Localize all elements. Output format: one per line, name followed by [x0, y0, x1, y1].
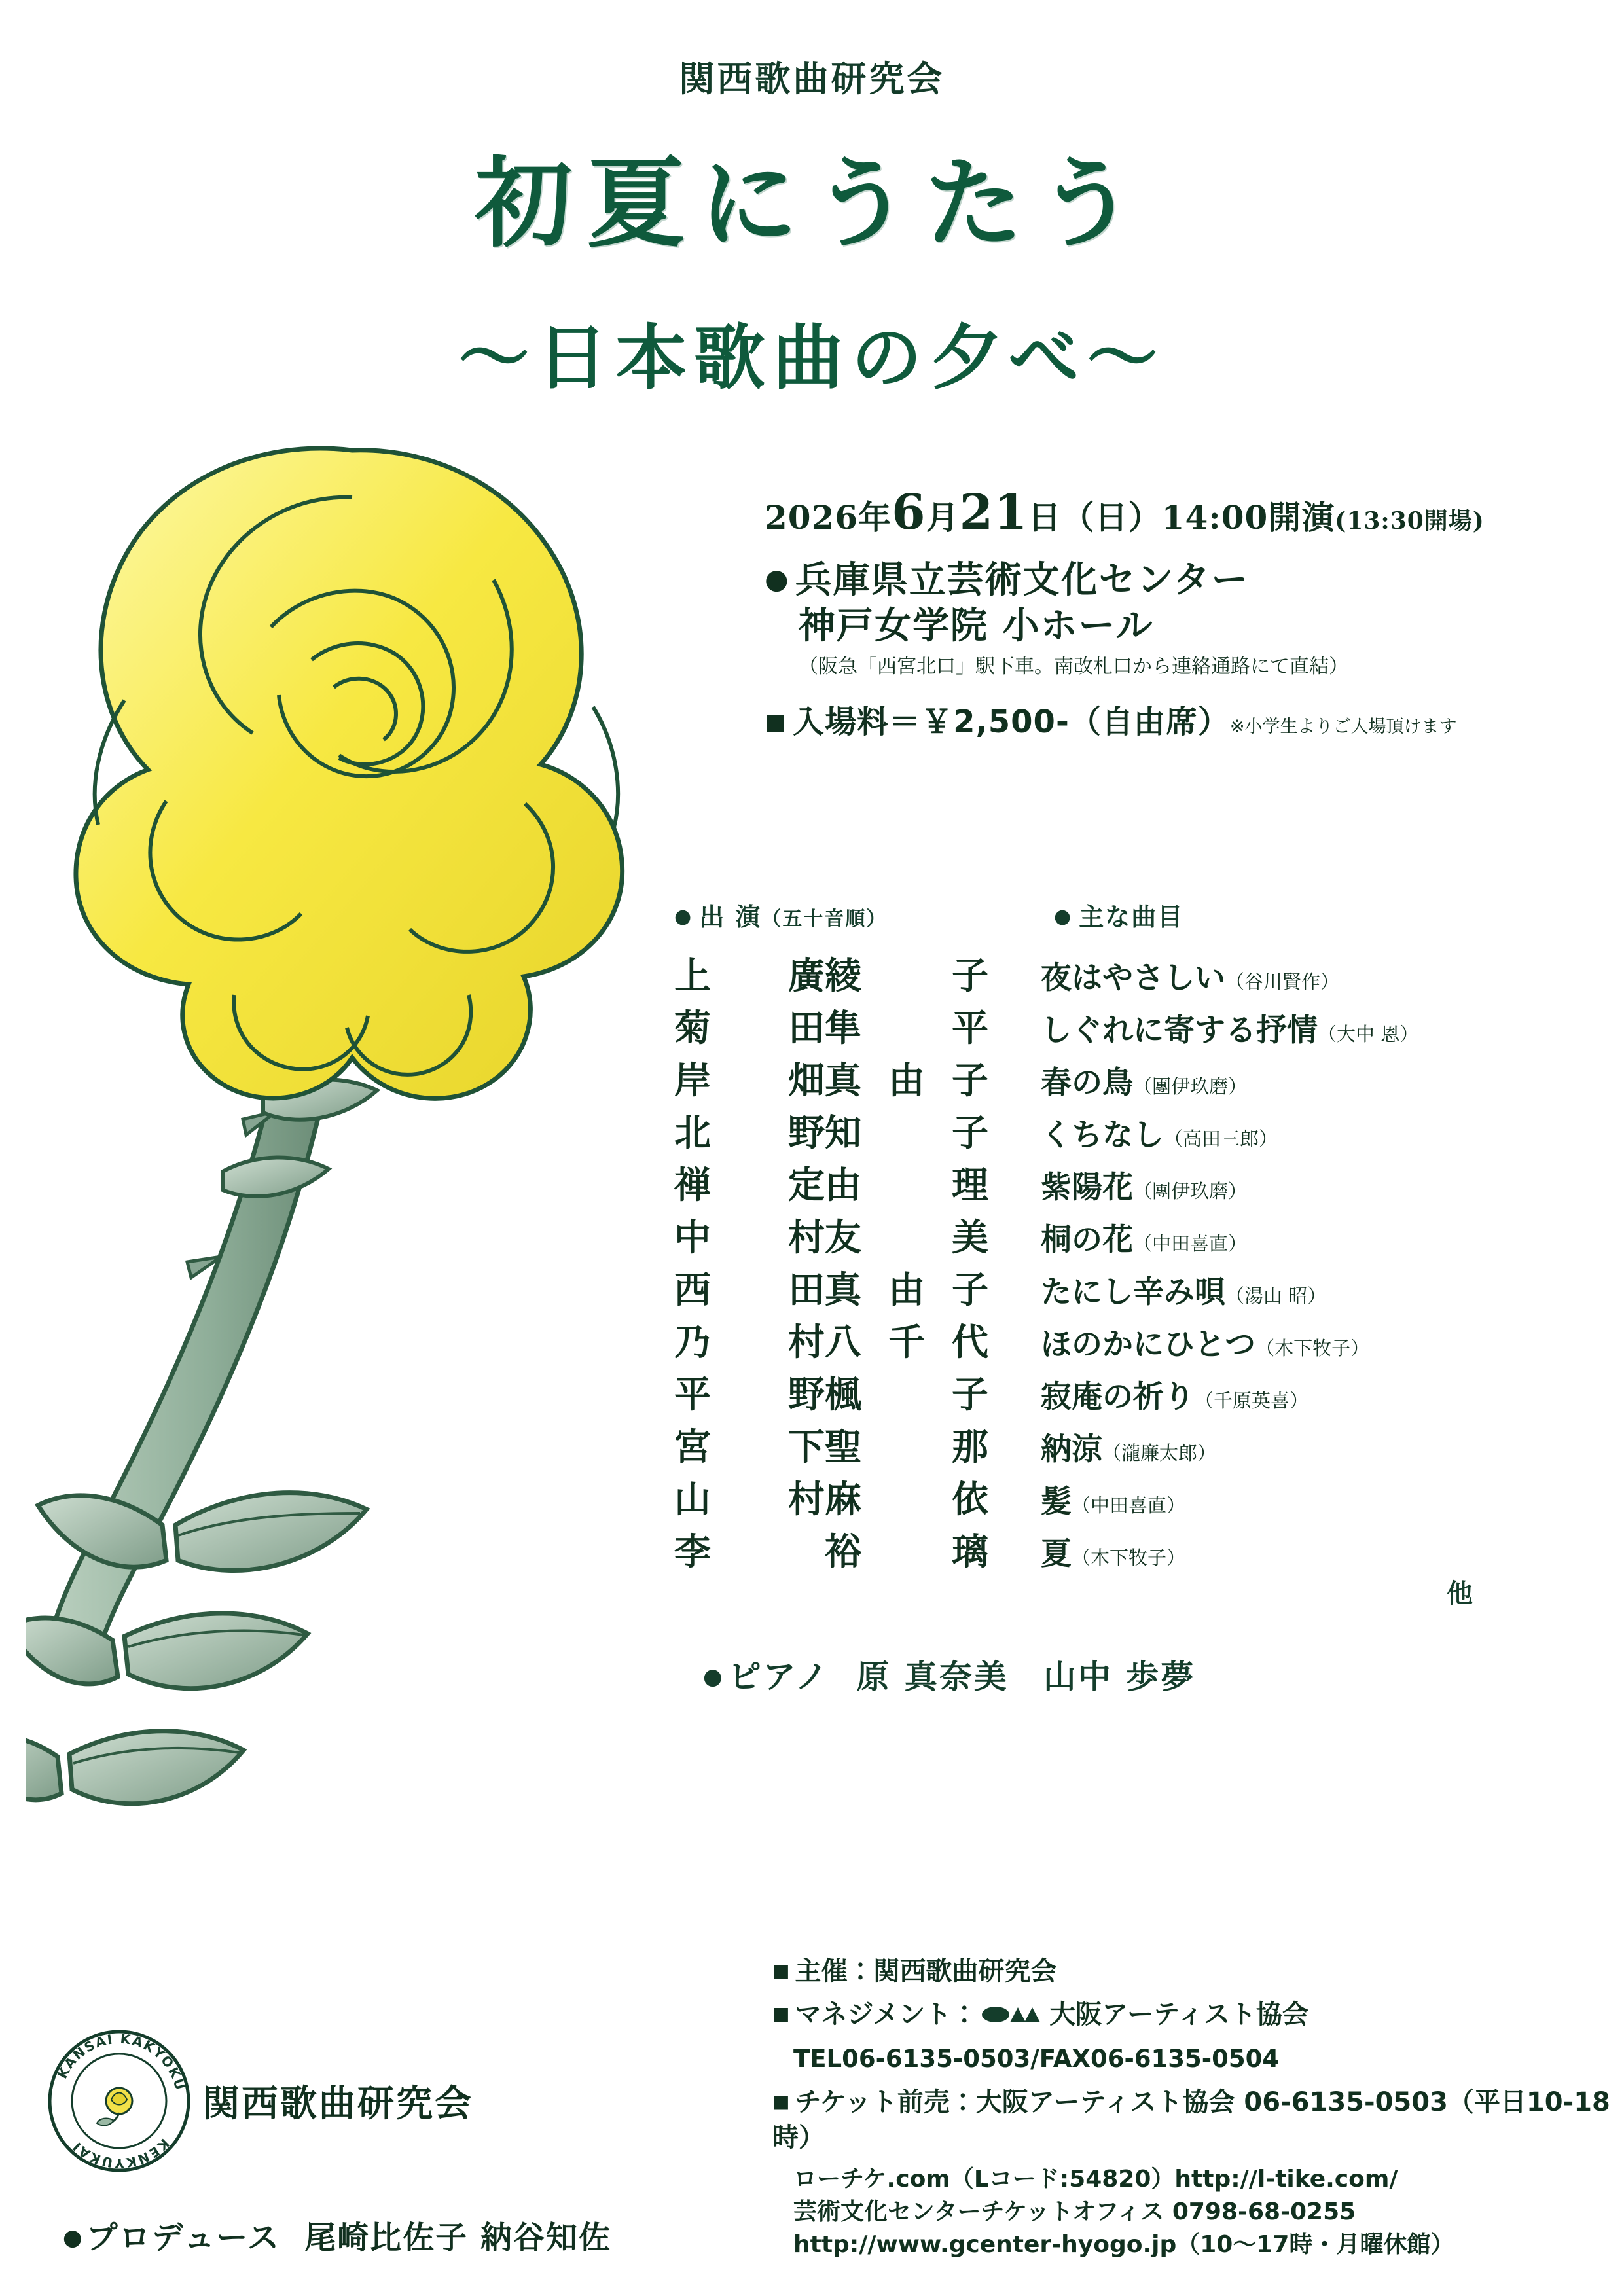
event-day-label: 日 — [1028, 498, 1062, 537]
square-bullet-icon: ■ — [772, 1960, 790, 1981]
venue-block — [765, 558, 1596, 679]
program-title: 夏（木下牧子） — [1041, 1536, 1186, 1572]
table-row — [674, 1052, 1591, 1104]
composer-name: （中田喜直） — [1133, 1232, 1248, 1255]
program-title: 春の鳥（團伊玖磨） — [1041, 1065, 1248, 1101]
program-title: くちなし（高田三郎） — [1041, 1117, 1278, 1153]
bullet-icon: ● — [674, 905, 693, 928]
composer-name: （團伊玖磨） — [1133, 1075, 1248, 1098]
composer-name: （木下牧子） — [1255, 1337, 1370, 1359]
table-row — [674, 1314, 1591, 1366]
table-row — [674, 947, 1591, 999]
performer-name: 宮下聖那 — [674, 1426, 988, 1469]
event-date-line — [765, 484, 1596, 541]
host-label: 主催：関西歌曲研究会 — [795, 1956, 1057, 1986]
performers-heading-label: 出 演 — [699, 903, 762, 931]
venue-name: 兵庫県立芸術文化センター — [795, 559, 1250, 601]
program-title: たにし辛み唄（湯山 昭） — [1041, 1274, 1327, 1310]
program-title: しぐれに寄する抒情（大中 恩） — [1041, 1013, 1419, 1049]
piano-players: 原 真奈美 山中 歩夢 — [856, 1658, 1196, 1696]
performer-name: 平野楓子 — [674, 1373, 988, 1416]
composer-name: （大中 恩） — [1318, 1023, 1419, 1045]
composer-name: （木下牧子） — [1072, 1547, 1186, 1569]
composer-name: （中田喜直） — [1072, 1494, 1186, 1516]
performer-name: 西田真由子 — [674, 1268, 988, 1312]
composer-name: （團伊玖磨） — [1133, 1180, 1248, 1202]
event-start-time: 14:00開演 — [1161, 498, 1335, 537]
event-month-number: 6 — [892, 484, 926, 541]
table-row — [674, 1209, 1591, 1261]
table-row — [674, 1471, 1591, 1523]
svg-text:KANSAI KAKYOKU: KANSAI KAKYOKU — [54, 2030, 189, 2093]
venue-access-note: （阪急「西宮北口」駅下車。南改札口から連絡通路にて直結） — [799, 655, 1348, 678]
piano-label: ピアノ — [728, 1658, 830, 1696]
program-title: ほのかにひとつ（木下牧子） — [1041, 1327, 1370, 1363]
table-row — [674, 1366, 1591, 1418]
price-note: ※小学生よりご入場頂けます — [1229, 716, 1457, 737]
osaka-artist-logo-icon — [981, 2000, 1044, 2035]
ticket-sales-4[interactable]: http://www.gcenter-hyogo.jp（10〜17時・月曜休館） — [793, 2231, 1454, 2258]
event-open-time: (13:30開場) — [1335, 507, 1485, 535]
composer-name: （高田三郎） — [1164, 1128, 1278, 1150]
table-row — [674, 1523, 1591, 1575]
program-title: 納涼（瀧廉太郎） — [1041, 1431, 1217, 1467]
ticket-line — [772, 2085, 1610, 2155]
performer-name: 禅定由理 — [674, 1164, 988, 1207]
performer-name: 山村麻依 — [674, 1478, 988, 1521]
management-name: 大阪アーティスト協会 — [1049, 2000, 1308, 2030]
management-tel: TEL06-6135-0503/FAX06-6135-0504 — [793, 2045, 1280, 2073]
venue-line-1 — [765, 558, 1596, 603]
bullet-icon: ● — [765, 563, 790, 595]
kansai-kakyoku-emblem-icon — [41, 2022, 198, 2179]
host-line — [772, 1954, 1610, 1989]
bullet-icon: ● — [703, 1664, 725, 1690]
bullet-icon: ● — [63, 2225, 84, 2251]
page-subtitle: 〜日本歌曲の夕べ〜 — [458, 317, 1166, 399]
program-title: 夜はやさしい（谷川賢作） — [1041, 960, 1340, 996]
organizer-top-label: 関西歌曲研究会 — [679, 58, 945, 99]
composer-name: （谷川賢作） — [1225, 971, 1340, 993]
cast-table — [674, 947, 1591, 1575]
performer-name: 上廣綾子 — [674, 954, 988, 997]
performer-name: 乃村八千代 — [674, 1321, 988, 1364]
cast-headings — [674, 897, 1591, 933]
performer-name: 李 裕璃 — [674, 1530, 988, 1573]
performer-name: 岸畑真由子 — [674, 1059, 988, 1102]
producer-line — [63, 2212, 611, 2257]
program-heading-label: 主な曲目 — [1079, 903, 1184, 931]
management-label: マネジメント： — [795, 2000, 978, 2030]
table-row — [674, 1104, 1591, 1157]
program-title: 桐の花（中田喜直） — [1041, 1222, 1248, 1258]
performer-name: 菊田隼平 — [674, 1007, 988, 1050]
ticket-sales-2[interactable]: ローチケ.com（Lコード:54820）http://l-tike.com/ — [793, 2166, 1398, 2193]
program-etc-label: 他 — [1447, 1578, 1473, 1609]
composer-name: （瀧廉太郎） — [1102, 1442, 1217, 1464]
square-bullet-icon: ■ — [765, 708, 787, 735]
bullet-icon: ● — [1054, 905, 1073, 928]
event-info — [765, 484, 1596, 742]
ticket-label: チケット前売： — [795, 2087, 976, 2118]
management-line — [772, 1997, 1610, 2035]
price-line — [765, 696, 1596, 742]
performers-heading-note: （五十音順） — [761, 908, 888, 931]
performer-name: 北野知子 — [674, 1111, 988, 1155]
piano-line — [703, 1651, 1591, 1698]
page-title: 初夏にうたう — [474, 146, 1150, 261]
event-month-label: 月 — [926, 498, 960, 537]
producer-names: 尾崎比佐子 納谷知佐 — [304, 2219, 611, 2256]
square-bullet-icon: ■ — [772, 2090, 790, 2113]
ticket-sales-3: 芸術文化センターチケットオフィス 0798-68-0255 — [793, 2198, 1356, 2225]
square-bullet-icon: ■ — [772, 2003, 790, 2024]
performers-heading — [674, 897, 1054, 933]
program-title: 紫陽花（團伊玖磨） — [1041, 1170, 1248, 1206]
event-day-number: 21 — [959, 484, 1028, 541]
event-year: 2026年 — [765, 498, 892, 537]
price-value: 入場料＝￥2,500-（自由席） — [793, 703, 1230, 740]
table-row — [674, 1261, 1591, 1314]
performer-name: 中村友美 — [674, 1216, 988, 1259]
svg-text:KENKYUKAI: KENKYUKAI — [69, 2135, 173, 2172]
program-title: 髪（中田喜直） — [1041, 1484, 1186, 1520]
composer-name: （千原英喜） — [1195, 1390, 1309, 1412]
table-row — [674, 1418, 1591, 1471]
rose-illustration — [26, 419, 694, 2094]
composer-name: （湯山 昭） — [1225, 1285, 1327, 1307]
ticket-sales-1: 大阪アーティスト協会 06-6135-0503（平日10-18時） — [772, 2087, 1610, 2153]
table-row — [674, 999, 1591, 1052]
program-title: 寂庵の祈り（千原英喜） — [1041, 1379, 1309, 1415]
event-weekday: （日） — [1061, 498, 1162, 537]
cast-and-program — [674, 897, 1591, 1698]
emblem-organization-name: 関西歌曲研究会 — [203, 2083, 473, 2125]
venue-line-2: 神戸女学院 小ホール — [799, 605, 1154, 647]
program-heading — [1054, 897, 1183, 933]
table-row — [674, 1157, 1591, 1209]
footer-credits — [772, 1954, 1610, 2261]
producer-label: プロデュース — [86, 2219, 280, 2256]
